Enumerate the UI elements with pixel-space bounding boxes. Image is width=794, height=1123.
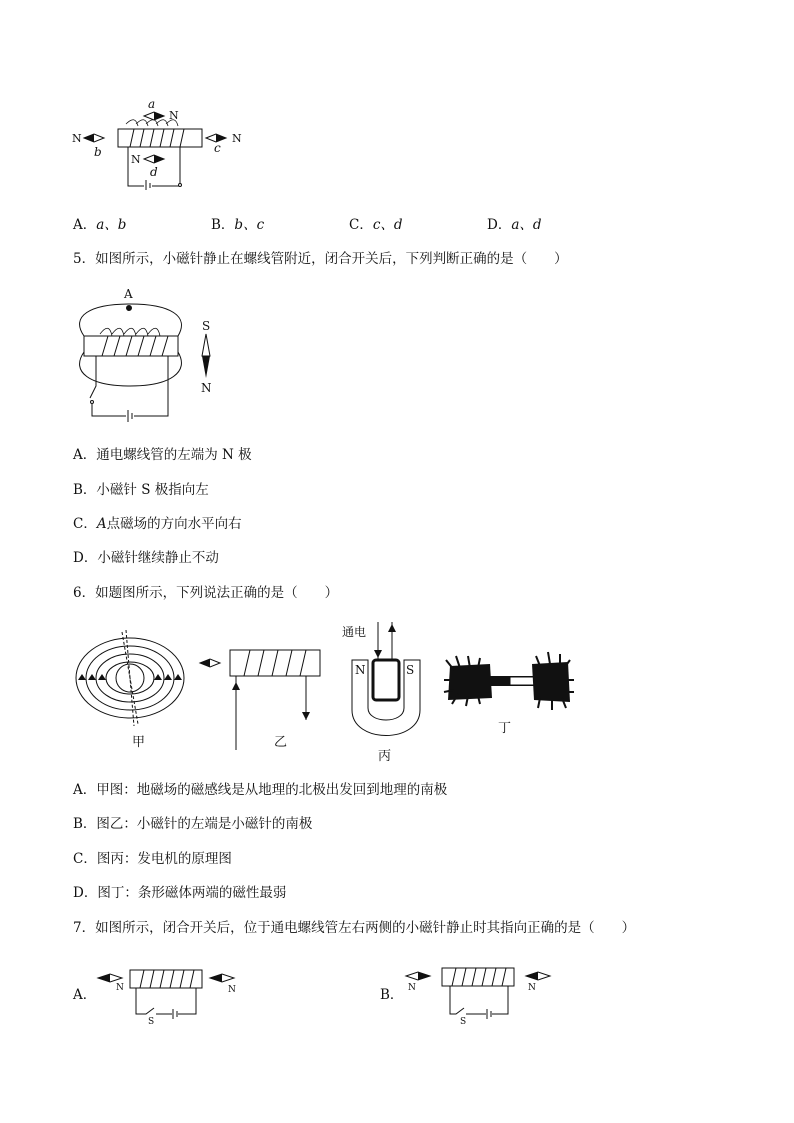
fig4-label-a: a <box>148 97 156 111</box>
q4-option-b-text: b、c <box>234 217 265 233</box>
q5-option-c[interactable] <box>73 515 242 533</box>
q6-option-d[interactable]: D．图丁：条形磁体两端的磁性最弱 <box>73 885 287 901</box>
fig4-n-d: N <box>131 153 141 166</box>
q7b-fig-n-right: N <box>528 983 536 993</box>
q7-option-b[interactable]: B． <box>380 987 404 1003</box>
q6-fig-s: S <box>406 663 415 677</box>
fig4-n-a: N <box>169 109 179 122</box>
q7-figure-a <box>96 962 246 1027</box>
q6-stem: 6．如题图所示，下列说法正确的是（ ） <box>73 585 339 601</box>
q7a-fig-n-left: N <box>116 983 124 993</box>
q5-option-a[interactable]: A．通电螺线管的左端为 N 极 <box>73 447 252 463</box>
q7-option-a[interactable]: A． <box>73 987 97 1003</box>
fig4-label-d: d <box>150 165 158 179</box>
q4-option-c-text: c、d <box>372 217 403 233</box>
q5-fig-n: N <box>201 381 212 395</box>
q5-option-d[interactable]: D．小磁针继续静止不动 <box>73 550 219 566</box>
fig-bing <box>342 622 420 736</box>
fig4-n-c: N <box>232 132 242 145</box>
q4-option-a[interactable] <box>73 216 126 234</box>
q7b-fig-s: S <box>460 1017 467 1027</box>
q7b-fig-n-left: N <box>408 983 416 993</box>
q7-figure-b <box>404 962 554 1027</box>
q5-option-c-suffix: 点磁场的方向水平向右 <box>106 516 242 532</box>
q6-option-b[interactable]: B．图乙：小磁针的左端是小磁针的南极 <box>73 816 313 832</box>
q5-option-b[interactable]: B．小磁针 S 极指向左 <box>73 482 209 498</box>
q5-figure <box>70 286 220 421</box>
q4-figure <box>68 96 248 186</box>
fig-ding <box>444 652 574 710</box>
q6-caption-jia: 甲 <box>132 735 146 750</box>
q6-caption-ding: 丁 <box>498 721 512 736</box>
q7a-fig-n-right: N <box>228 985 236 995</box>
q7a-fig-s: S <box>148 1017 155 1027</box>
q5-option-c-point: A <box>96 516 107 532</box>
q5-fig-s: S <box>202 319 211 333</box>
q6-option-a[interactable]: A．甲图：地磁场的磁感线是从地理的北极出发回到地理的南极 <box>73 782 448 798</box>
fig4-label-b: b <box>94 145 102 159</box>
q4-option-a-label: A． <box>73 217 97 233</box>
q5-option-c-prefix: C． <box>73 516 97 532</box>
fig-jia <box>76 630 184 726</box>
q7-stem: 7．如图所示，闭合开关后，位于通电螺线管左右两侧的小磁针静止时其指向正确的是（ ） <box>73 920 636 936</box>
fig-yi <box>200 650 320 750</box>
q5-fig-point-a: A <box>124 287 133 301</box>
q4-option-d-text: a、d <box>511 217 542 233</box>
q4-option-d[interactable] <box>487 216 542 234</box>
q4-option-a-text: a、b <box>96 217 127 233</box>
q4-option-c-label: C． <box>349 217 373 233</box>
q6-figures <box>70 620 590 770</box>
q4-option-d-label: D． <box>487 217 512 233</box>
q4-option-b[interactable] <box>211 216 264 234</box>
q4-option-c[interactable] <box>349 216 403 234</box>
q6-fig-n: N <box>355 663 366 677</box>
q6-caption-bing: 丙 <box>378 749 392 764</box>
q6-option-c[interactable]: C．图丙：发电机的原理图 <box>73 851 232 867</box>
q5-stem: 5．如图所示，小磁针静止在螺线管附近，闭合开关后，下列判断正确的是（ ） <box>73 251 568 267</box>
fig4-label-c: c <box>214 141 221 155</box>
fig4-n-b: N <box>72 132 82 145</box>
q4-option-b-label: B． <box>211 217 235 233</box>
q6-fig-tongdian: 通电 <box>342 625 367 639</box>
q6-caption-yi: 乙 <box>274 735 288 750</box>
